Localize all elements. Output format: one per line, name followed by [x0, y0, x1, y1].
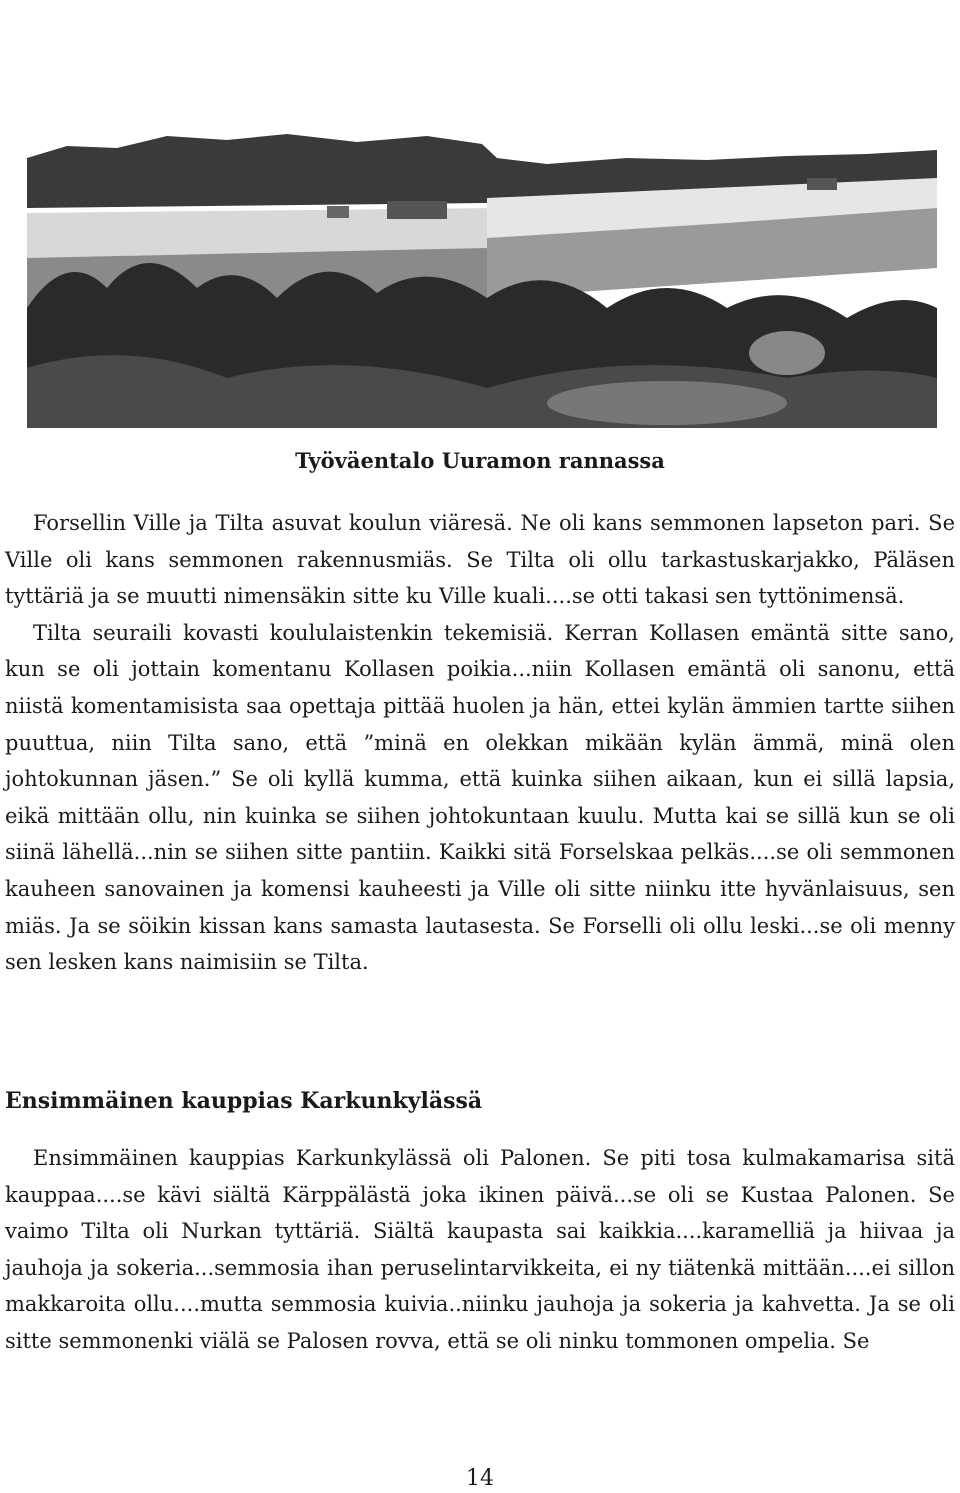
paragraph-2: Tilta seuraili kovasti koululaistenkin tekemisiä. Kerran Kollasen emäntä sitte sano, kun se oli jottain komentanu Kollasen poikia...niin Kollasen emäntä oli sanonu, että niistä komentamisista saa opettaja pittää huolen ja hän, ettei kylän ämmien tartte siihen puuttua, niin Tilta sano, että ”minä en olekkan mikään kylän ämmä, minä olen johtokunnan jäsen.” Se oli kyllä kumma, että kuinka siihen aikaan, kun ei sillä lapsia, eikä mittään ollu, nin kuinka se siihen johtokuntaan kuulu. Mutta kai se sillä kun se oli siinä lähellä...nin se siihen sitte pantiin. Kaikki sitä Forselskaa pelkäs....se oli semmonen kauheen sanovainen ja komensi kauheesti ja Ville oli sitte niinku itte hyvänlaisuus, sen miäs. Ja se söikin kissan kans samasta lautasesta. Se Forselli oli ollu leski...se oli menny sen lesken kans naimisiin se Tilta.: [5, 620, 955, 975]
landscape-photo: [27, 8, 937, 428]
landscape-photo-icon: [27, 8, 937, 428]
paragraph-3: Ensimmäinen kauppias Karkunkylässä oli Palonen. Se piti tosa kulmakamarisa sitä kauppaa....se kävi siältä Kärppälästä joka ikinen päivä...se oli se Kustaa Palonen. Se vaimo Tilta oli Nurkan tyttäriä. Siältä kaupasta sai kaikkia....karamelliä ja hiivaa ja jauhoja ja sokeria...semmosia ihan peruselintarvikkeita, ei ny tiätenkä mittään....ei sillon makkaroita ollu....mutta semmosia kuivia..niinku jauhoja ja sokeria ja kahvetta. Ja se oli sitte semmonenki viälä se Palosen rovva, että se oli ninku tommonen ompelia. Se: [5, 1146, 955, 1353]
page-number: 14: [466, 1466, 494, 1491]
photo-caption: Työväentalo Uuramon rannassa: [295, 448, 665, 473]
section-heading: Ensimmäinen kauppias Karkunkylässä: [5, 1088, 483, 1114]
section-1-body: [5, 505, 955, 981]
section-2-body: [5, 1140, 955, 1360]
paragraph-1: Forsellin Ville ja Tilta asuvat koulun viäresä. Ne oli kans semmonen lapseton pari. Se Ville oli kans semmonen rakennusmiäs. Se Tilta oli ollu tarkastuskarjakko, Päläsen tyttäriä ja se muutti nimensäkin sitte ku Ville kuali....se otti takasi sen tyttönimensä.: [5, 511, 955, 609]
